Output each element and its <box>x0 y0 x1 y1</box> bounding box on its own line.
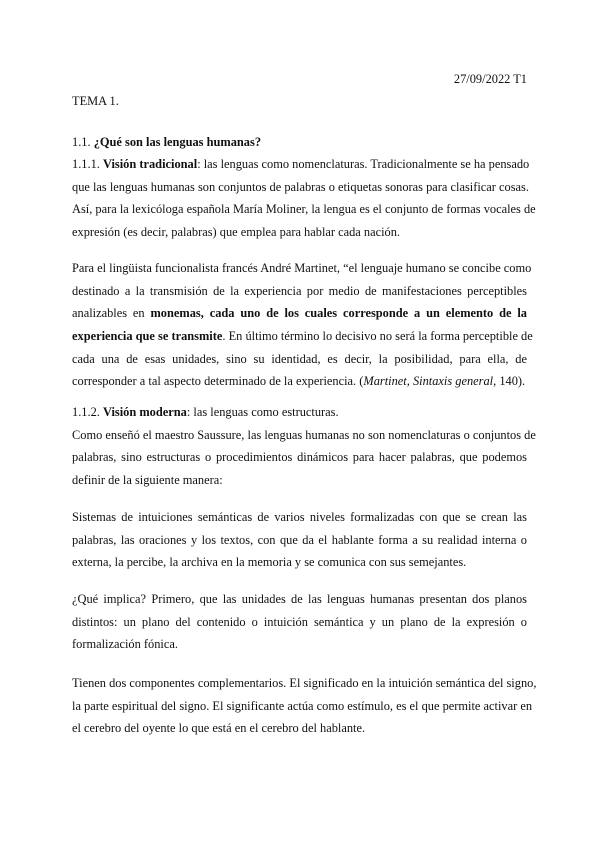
section-heading-1-1: 1.1. ¿Qué son las lenguas humanas? <box>72 135 262 149</box>
document-date: 27/09/2022 T1 <box>453 72 527 86</box>
paragraph-implica: ¿Qué implica? Primero, que las unidades de las lenguas humanas presentan dos planos distintos: un plano del contenido o intuición semántica y un plano de la expresión o formalización fónica. <box>72 592 527 652</box>
citation-italic: Martinet, Sintaxis general <box>363 374 494 389</box>
paragraph-vision-tradicional: 1.1.1. Visión tradicional: las lenguas como nomenclaturas. Tradicionalmente se ha pensado que las lenguas humanas son conjuntos de palabras o etiquetas sonoras para clasificar cosas. Así, para la lexicóloga española María Moliner, la lengua es el conjunto de formas vocales de expresión (es decir, palabras) que emplea para hablar cada nación. <box>72 157 536 240</box>
subheading-vision-tradicional: Visión tradicional <box>102 157 198 171</box>
paragraph-componentes: Tienen dos componentes complementarios. El significado en la intuición semántica del signo, la parte espiritual del signo. El significante actúa como estímulo, es el que permite activar en el cerebro del oyente lo que está en el cerebro del hablante. <box>72 676 537 736</box>
document-title: TEMA 1. <box>72 94 119 108</box>
document-page <box>72 0 537 848</box>
paragraph-definicion: Sistemas de intuiciones semánticas de varios niveles formalizadas con que se crean las palabras, las oraciones y los textos, con que da el hablante forma a su realidad interna o externa, la percibe, la archiva en la memoria y se comunica con sus semejantes. <box>72 510 527 570</box>
paragraph-martinet: Para el lingüista funcionalista francés André Martinet, “el lenguaje humano se concibe como destinado a la transmisión de la experiencia por medio de manifestaciones perceptibles analizables en monemas, cada uno de los cuales corresponde a un elemento de la experiencia que se transmite. En último término lo decisivo no será la forma perceptible de cada una de esas unidades, sino su identidad, es decir, la posibilidad, para ella, de corresponder a tal aspecto determinado de la experiencia. (Martinet, Sintaxis general, 140). <box>72 261 533 389</box>
subheading-vision-moderna: Visión moderna <box>102 405 187 419</box>
paragraph-vision-moderna: 1.1.2. Visión moderna: las lenguas como estructuras. Como enseñó el maestro Saussure, las lenguas humanas no son nomenclaturas o conjuntos de palabras, sino estructuras o procedimientos dinámicos para hacer palabras, que podemos definir de la siguiente manera: <box>72 405 536 488</box>
